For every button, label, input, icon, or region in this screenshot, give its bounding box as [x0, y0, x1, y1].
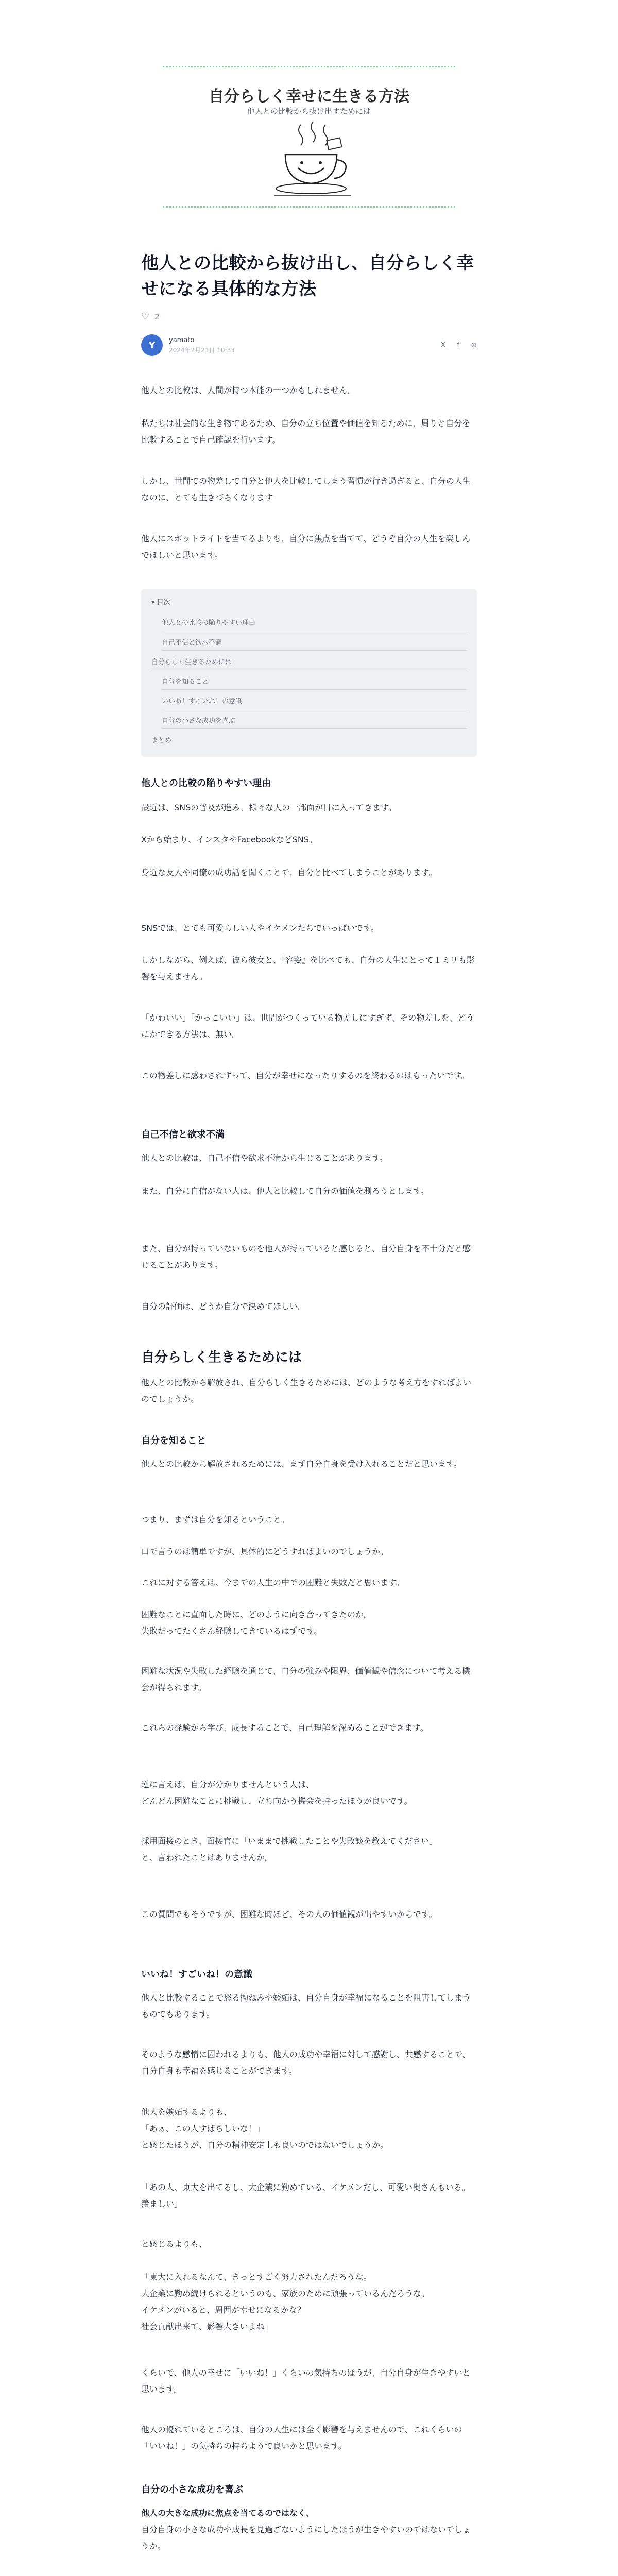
toc-item[interactable]: 自分らしく生きるためには	[151, 656, 467, 670]
heart-icon[interactable]: ♡	[141, 311, 150, 322]
toc-item[interactable]: 自分を知ること	[162, 676, 467, 690]
like-count: 2	[154, 312, 160, 321]
body-paragraph: 自分自身の小さな成功や成長を見過ごないようにしたほうが生きやすいのではないでしょうか。	[141, 2524, 471, 2551]
body-paragraph: 「あの人、東大を出てるし、大企業に勤めている、イケメンだし、可愛い奥さんもいる。羨ましい」	[141, 2182, 471, 2209]
toc-item[interactable]: 自分の小さな成功を喜ぶ	[162, 715, 467, 729]
coffee-cup-illustration	[270, 118, 356, 201]
section-heading: いいね！すごいね！の意識	[141, 1969, 252, 1980]
intro-paragraph: 他人にスポットライトを当てるよりも、自分に焦点を当てて、どうぞ自分の人生を楽しんでほしいと思います。	[141, 534, 471, 560]
hero-banner	[132, 56, 486, 217]
section-heading: 自分を知ること	[141, 1435, 206, 1446]
body-paragraph: 「かわいい」「かっこいい」は、世間がつくっている物差しにすぎず、その物差しを、どうにかできる方法は、無い。	[141, 1013, 474, 1039]
toc-item[interactable]: 他人との比較の陥りやすい理由	[162, 617, 467, 631]
body-paragraph: しかしながら、例えば、彼ら彼女と、『容姿』を比べても、自分の人生にとって１ミリも影響を与えません。	[141, 955, 475, 981]
body-paragraph: 困難なことに直面した時に、どのように向き合ってきたのか。 失敗だってたくさん経験してきているはずです。	[141, 1609, 372, 1636]
body-paragraph: SNSでは、とても可愛らしい人やイケメンたちでいっぱいです。	[141, 923, 379, 933]
body-paragraph: これらの経験から学び、成長することで、自己理解を深めることができます。	[141, 1723, 428, 1733]
section-heading: 自分の小さな成功を喜ぶ	[141, 2484, 243, 2495]
share-buttons	[441, 341, 477, 349]
body-paragraph: また、自分に自信がない人は、他人と比較して自分の価値を測ろうとします。	[141, 1186, 429, 1196]
intro-paragraph: 他人との比較は、人間が持つ本能の一つかもしれません。	[141, 385, 356, 395]
lead-paragraph: 他人の大きな成功に焦点を当てるのではなく、	[141, 2508, 314, 2518]
body-paragraph: 自分の評価は、どうか自分で決めてほしい。	[141, 1301, 306, 1311]
top-dotted-divider	[163, 66, 455, 67]
section-heading: 自分らしく生きるためには	[141, 1350, 302, 1365]
body-paragraph: 最近は、SNSの普及が進み、様々な人の一部面が目に入ってきます。	[141, 803, 397, 812]
body-paragraph: これに対する答えは、今までの人生の中での困難と失敗だと思います。	[141, 1578, 404, 1587]
section-heading: 自己不信と欲求不満	[141, 1129, 225, 1140]
toc-item[interactable]: いいね！すごいね！の意識	[162, 696, 467, 709]
body-paragraph: 他人との比較から解放され、自分らしく生きるためには、どのような考え方をすればよいのでしょうか。	[141, 1378, 471, 1404]
body-paragraph: 採用面接のとき、面接官に「いままで挑戦したことや失敗談を教えてください」 と、言われたことはありませんか。	[141, 1836, 438, 1862]
body-paragraph: つまり、まずは自分を知るということ。	[141, 1515, 290, 1524]
body-paragraph: 「東大に入れるなんて、きっとすごく努力されたんだろうな。 大企業に勤め続けられるというのも、家族のために頑張っているんだろうな。 イケメンがいると、周囲が幸せになるかな？ 社会貢献出来て、影響大きいよね」	[141, 2272, 430, 2331]
body-paragraph: 他人との比較は、自己不信や欲求不満から生じることがあります。	[141, 1153, 388, 1163]
body-paragraph: 他人を嫉妬するよりも、 「あぁ、この人すばらしいな！」 と感じたほうが、自分の精神安定上も良いのではないでしょうか。	[141, 2107, 389, 2150]
bottom-dotted-divider	[163, 206, 455, 208]
toc-item[interactable]: 自己不信と欲求不満	[162, 637, 467, 651]
body-paragraph: 他人と比較することで怒る拗ねみや嫉妬は、自分自身が幸福になることを阻害してしまうものでもあります。	[141, 1993, 471, 2019]
body-paragraph: 他人との比較から解放されるためには、まず自分自身を受け入れることだと思います。	[141, 1459, 462, 1469]
body-paragraph: そのような感情に囚われるよりも、他人の成功や幸福に対して感謝し、共感することで、自分自身も幸福を感じることができます。	[141, 2049, 471, 2076]
link-share-icon[interactable]: ⊕	[471, 341, 477, 349]
facebook-share-icon[interactable]: f	[457, 341, 460, 349]
intro-paragraph: しかし、世間での物差しで自分と他人を比較してしまう習慣が行き過ぎると、自分の人生なのに、とても生きづらくなります	[141, 476, 471, 502]
section-heading: 他人との比較の陥りやすい理由	[141, 778, 271, 789]
body-paragraph: この質問でもそうですが、困難な時ほど、その人の価値観が出やすいからです。	[141, 1909, 437, 1919]
toc-heading[interactable]: ▾ 目次	[151, 599, 170, 606]
body-paragraph: Xから始まり、インスタやFacebookなどSNS。	[141, 835, 317, 844]
author-meta	[169, 336, 235, 354]
x-share-icon[interactable]: X	[440, 341, 446, 349]
body-paragraph: 他人の優れているところは、自分の人生には全く影響を与えませんので、これくらいの「いいね！」の気持ちの持ちようで良いかと思います。	[141, 2425, 462, 2451]
hero-subtitle: 他人との比較から抜け出すためには	[247, 107, 371, 116]
like-area	[141, 311, 160, 322]
avatar[interactable]: Y	[141, 334, 163, 356]
body-paragraph: と感じるよりも、	[141, 2239, 208, 2249]
body-paragraph: 困難な状況や失敗した経験を通じて、自分の強みや限界、価値観や信念について考える機会が得られます。	[141, 1666, 471, 1692]
article-title: 他人との比較から抜け出し、自分らしく幸せになる具体的な方法	[141, 253, 474, 299]
body-paragraph: 身近な友人や同僚の成功話を聞くことで、自分と比べてしまうことがあります。	[141, 868, 437, 877]
body-paragraph: この物差しに惑わされずって、自分が幸せになったりするのを終わるのはもったいです。	[141, 1071, 470, 1080]
body-paragraph: 逆に言えば、自分が分かりませんという人は、 どんどん困難なことに挑戦し、立ち向かう機会を持ったほうが良いです。	[141, 1780, 413, 1806]
intro-paragraph: 私たちは社会的な生き物であるため、自分の立ち位置や価値を知るために、周りと自分を比較することで自己確認を行います。	[141, 418, 471, 445]
body-paragraph: 口で言うのは簡単ですが、具体的にどうすればよいのでしょうか。	[141, 1547, 389, 1556]
table-of-contents	[141, 589, 477, 757]
author-bar	[141, 333, 477, 358]
body-paragraph: くらいで、他人の幸せに「いいね！」くらいの気持ちのほうが、自分自身が生きやすいと思います。	[141, 2368, 471, 2394]
hero-title: 自分らしく幸せに生きる方法	[209, 88, 409, 106]
publish-date: 2024年2月21日 10:33	[169, 346, 235, 354]
toc-item[interactable]: まとめ	[151, 737, 172, 744]
author-name[interactable]: yamato	[169, 336, 195, 344]
body-paragraph: また、自分が持っていないものを他人が持っていると感じると、自分自身を不十分だと感じることがあります。	[141, 1244, 471, 1270]
